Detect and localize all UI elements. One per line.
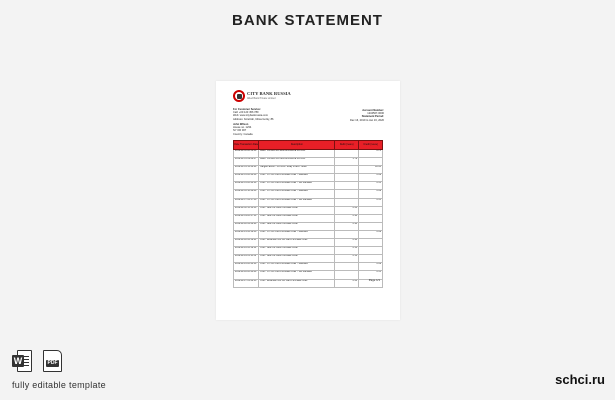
cell-date: 2019-12-15 20:44:30 [234, 174, 259, 182]
bank-info-line: Call: +00 123 456 789 [233, 111, 259, 115]
account-info-line: Account Number: [362, 109, 384, 112]
table-row [234, 247, 383, 255]
cell-description: Fine - NY CR Cred Purchase Order - Tax Standard [259, 271, 335, 279]
cell-date: 2019-12-27 01:40:13 [234, 279, 259, 287]
format-icons [12, 350, 72, 374]
cell-debit: 5.78 [335, 158, 359, 166]
cell-date: 2019-12-21 02:18:36 [234, 230, 259, 238]
table-row [234, 279, 383, 287]
transactions-table [233, 140, 383, 288]
cell-description: Bargain Event - PAYPAL / eBay Pharm. SoRe [259, 166, 335, 174]
cell-date: 2019-12-23 03:19:14 [234, 247, 259, 255]
cell-date: 2019-12-14 14:40:20 [234, 166, 259, 174]
cell-date: 2019-12-20 04:40:20 [234, 222, 259, 230]
cell-debit [335, 198, 359, 206]
customer-info-line: House no. 1234 [233, 126, 252, 130]
table-row [234, 214, 383, 222]
cell-credit: 0.99 [359, 230, 383, 238]
cell-description: Fine - Reversal from CR Card Purchase Order [259, 279, 335, 287]
cell-debit [335, 230, 359, 238]
word-glyph: W [13, 356, 23, 366]
cell-credit [359, 158, 383, 166]
cell-debit [335, 263, 359, 271]
pdf-glyph: PDF [47, 360, 58, 366]
cell-date: 2019-12-17 04:17:56 [234, 198, 259, 206]
table-header-row [234, 141, 383, 150]
cell-date: 2019-12-13 09:22:07 [234, 158, 259, 166]
pdf-document-icon [43, 350, 62, 372]
cell-description: Fine - NY CR Cred Purchase Order - Standard [259, 174, 335, 182]
column-header-date: Date Transaction Date [234, 141, 259, 150]
account-info-line: 1234567-0000 [367, 112, 384, 116]
cell-debit: 0.95 [335, 239, 359, 247]
page-title: BANK STATEMENT [232, 12, 383, 29]
table-row [234, 206, 383, 214]
cell-date: 2019-12-12 20:56:30 [234, 150, 259, 158]
table-row [234, 166, 383, 174]
customer-info-line: Country: Canada [233, 132, 253, 136]
bank-info-line: Address: Kotelniki, Ulitsa Gorky, 86 [233, 117, 274, 121]
cell-description: Fine - NY CR Cred Purchase Order - Standard [259, 190, 335, 198]
word-document-icon [12, 350, 32, 372]
cell-debit: 0.15 [335, 247, 359, 255]
cell-description: Fine - New CR Card Purchase Order [259, 214, 335, 222]
bank-logo [233, 90, 323, 106]
cell-description: Fine - New CR Card Purchase Order [259, 255, 335, 263]
cell-credit [359, 206, 383, 214]
cell-date: 2019-12-19 20:47:10 [234, 214, 259, 222]
cell-description: Fine - New CR Card Purchase Order [259, 247, 335, 255]
cell-debit [335, 166, 359, 174]
column-header-credit: Credit (тенге) [359, 141, 383, 150]
bank-contact-info [233, 108, 313, 121]
cell-debit [335, 182, 359, 190]
cell-date: 2019-12-18 13:13:30 [234, 206, 259, 214]
cell-credit: 27.0 [359, 150, 383, 158]
table-row [234, 158, 383, 166]
cell-date: 2019-12-24 01:11:50 [234, 255, 259, 263]
table-row [234, 255, 383, 263]
cell-debit: 0.45 [335, 206, 359, 214]
cell-credit: 0.15 [359, 182, 383, 190]
column-header-debit: Debit (тенге) [335, 141, 359, 150]
table-row [234, 198, 383, 206]
cell-credit [359, 255, 383, 263]
cell-credit [359, 247, 383, 255]
cell-date: 2019-12-25 20:44:10 [234, 263, 259, 271]
customer-info-line: NY OR 007 [233, 129, 247, 133]
account-info [350, 109, 384, 122]
bank-name: CITY BANK RUSSIA [247, 91, 291, 96]
cell-debit [335, 174, 359, 182]
cell-debit: 0.15 [335, 255, 359, 263]
table-row [234, 222, 383, 230]
site-watermark: schci.ru [555, 372, 605, 387]
cell-credit [359, 222, 383, 230]
page-number: Page 1/1 [368, 278, 380, 282]
cell-debit: 0.95 [335, 222, 359, 230]
table-row [234, 190, 383, 198]
table-row [234, 239, 383, 247]
table-row [234, 174, 383, 182]
cell-credit [359, 214, 383, 222]
cell-debit [335, 150, 359, 158]
account-info-line: Dec 16, 2019 to Jan 16, 2020 [349, 118, 384, 122]
cell-debit [335, 190, 359, 198]
cell-description: EBAY O-ZA03-5372983 ALLIANCE PAYPAL [259, 158, 335, 166]
cell-date: 2019-12-26 20:44:40 [234, 271, 259, 279]
cell-description: Fine - NY CR Cred Purchase Order - Standard [259, 263, 335, 271]
cell-description: Fine - NY CR Cred Purchase Order - Tax Standard [259, 198, 335, 206]
table-row [234, 230, 383, 238]
table-row [234, 182, 383, 190]
bank-info-line: For Customer Service: [233, 108, 261, 111]
cell-description: Fine - NY CR Cred Purchase Order - Standard [259, 230, 335, 238]
customer-info [233, 123, 253, 136]
cell-date: 2019-12-15 20:44:10 [234, 182, 259, 190]
column-header-description: Description [259, 141, 335, 150]
cell-description: Fine - New CR Card Purchase Order [259, 206, 335, 214]
cell-credit: 20.00 [359, 166, 383, 174]
account-info-line: Statement Period: [361, 115, 384, 119]
cell-debit: 0.95 [335, 214, 359, 222]
cell-debit: 0.45 [335, 279, 359, 287]
customer-info-line: John Wilson [233, 123, 249, 126]
cell-credit [359, 239, 383, 247]
table-row [234, 271, 383, 279]
cell-credit: 0.99 [359, 174, 383, 182]
table-row [234, 150, 383, 158]
statement-preview [216, 81, 400, 320]
cell-description: Fine - Reversal from CR Card Purchase Order [259, 239, 335, 247]
template-caption: fully editable template [12, 380, 106, 390]
cell-description: EBAY O-ZA03-2379880 ALLIANCE PAYPAL [259, 150, 335, 158]
bank-tagline: Allied Bank Private Limited [247, 97, 276, 100]
cell-description: Fine - NY CR Cred Purchase Order - Tax Standard [259, 182, 335, 190]
cell-credit: 0.15 [359, 198, 383, 206]
cell-date: 2019-12-16 16:40:40 [234, 190, 259, 198]
cell-credit: 0.99 [359, 263, 383, 271]
cell-credit: 0.99 [359, 190, 383, 198]
bank-info-line: Web: www.citybankrussia.com [233, 114, 268, 118]
cell-debit [335, 271, 359, 279]
cell-description: Fine - New CR Card Purchase Order [259, 222, 335, 230]
cell-date: 2019-12-22 02:19:21 [234, 239, 259, 247]
table-row [234, 263, 383, 271]
cell-credit: 0.15 [359, 271, 383, 279]
bank-logo-icon [233, 90, 245, 102]
